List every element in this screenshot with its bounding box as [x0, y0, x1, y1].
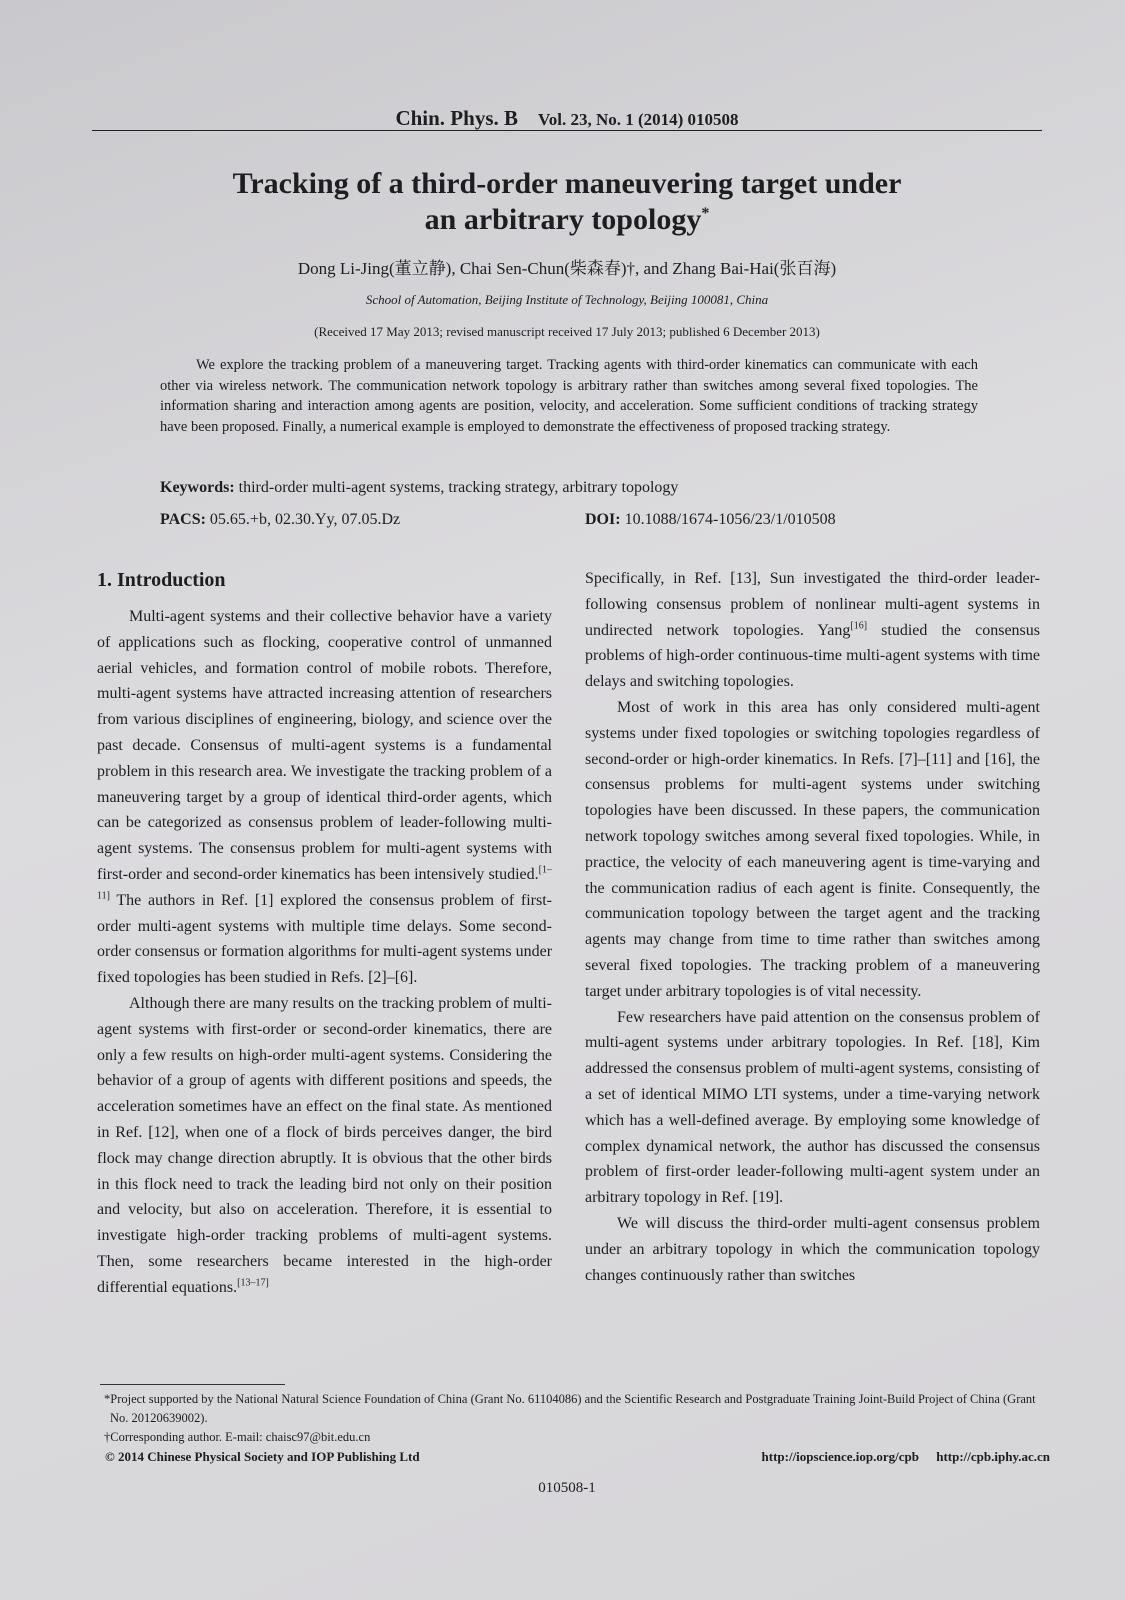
paragraph-text: Specifically, in Ref. [13], Sun investigated the third-order leader-following consensus problem of nonlinear multi-agent systems in undirected network topologies. Yang — [585, 570, 1040, 639]
intro-paragraph-6: We will discuss the third-order multi-agent consensus problem under an arbitrary topology in which the communication topology changes continuously rather than switches — [585, 1214, 1040, 1284]
iopscience-link[interactable]: http://iopscience.iop.org/cpb — [761, 1449, 919, 1464]
running-header — [92, 106, 1042, 131]
title-line-1: Tracking of a third-order maneuvering target under — [232, 167, 902, 200]
abstract: We explore the tracking problem of a maneuvering target. Tracking agents with third-order kinematics can communicate with each other via wireless network. The communication network topology is arbitrary rather than switches among several fixed topologies. The information sharing and interaction among agents are position, velocity, and acceleration. Some sufficient conditions of tracking strategy have been proposed. Finally, a numerical example is employed to demonstrate the effectiveness of proposed tracking strategy. — [160, 357, 978, 435]
journal-name: Chin. Phys. B — [395, 106, 518, 130]
doi-label: DOI: — [585, 511, 621, 528]
right-column — [585, 566, 1040, 1288]
footnote-rule — [100, 1384, 285, 1385]
doi — [585, 511, 1005, 529]
doi-text: 10.1088/1674-1056/23/1/010508 — [624, 511, 836, 528]
intro-paragraph-4: Most of work in this area has only considered multi-agent systems under fixed topologies or switching topologies regardless of second-order or high-order kinematics. In Refs. [7]–[11] and [16], the consensus problems for multi-agent systems under switching topologies have been discussed. In these papers, the communication network topology switches among several fixed topologies. While, in practice, the velocity of each maneuvering agent is time-varying and the communication radius of each agent is finite. Consequently, the communication topology between the target agent and the tracking agents may change from time to time rather than switches among several fixed topologies. The tracking problem of a maneuvering target under arbitrary topologies is of vital necessity. — [585, 698, 1040, 1000]
affiliation: School of Automation, Beijing Institute of Technology, Beijing 100081, China — [365, 292, 769, 307]
paragraph-text: The authors in Ref. [1] explored the consensus problem of first-order multi-agent systems with multiple time delays. Some second-order consensus or formation algorithms for multi-agent systems under fixed topologies has been studied in Refs. [2]–[6]. — [97, 891, 553, 987]
pacs-label: PACS: — [160, 511, 206, 528]
intro-paragraph-2 — [97, 991, 552, 1301]
volume-info: Vol. 23, No. 1 (2014) 010508 — [538, 110, 739, 129]
paragraph-text: Multi-agent systems and their collective behavior have a variety of applications such as flocking, cooperative control of unmanned aerial vehicles, and formation control of mobile robots. Therefore, multi-agent systems have attracted increasing attention of researchers from various disciplines of engineering, biology, and science over the past decade. Consensus of multi-agent systems is a fundamental problem in this research area. We investigate the tracking problem of a maneuvering target by a group of identical third-order agents, which can be categorized as consensus problem of leader-following multi-agent systems. The consensus problem for multi-agent systems with first-order and second-order kinematics has been intensively studied. — [97, 608, 552, 883]
page-number: 010508-1 — [538, 1480, 596, 1496]
intro-paragraph-5: Few researchers have paid attention on the consensus problem of multi-agent systems under arbitrary topologies. In Ref. [18], Kim addressed the consensus problem of multi-agent systems, consisting of a set of identical MIMO LTI systems, under a time-varying network which has a well-defined average. By employing some knowledge of complex dynamical network, the author has discussed the consensus problem of first-order leader-following multi-agent system under an arbitrary topology in Ref. [19]. — [585, 1008, 1040, 1207]
journal-links — [748, 1449, 1050, 1465]
paragraph-text: studied the consensus problems of high-order continuous-time multi-agent systems with time delays and switching topologies. — [585, 621, 1040, 691]
header-rule — [92, 130, 1042, 131]
citation: [13–17] — [237, 1277, 269, 1289]
section-heading: 1. Introduction — [97, 569, 226, 591]
paper-title — [92, 166, 1042, 238]
received-dates: (Received 17 May 2013; revised manuscript received 17 July 2013; published 6 December 2013) — [314, 324, 820, 339]
left-column — [97, 566, 552, 1301]
copyright: © 2014 Chinese Physical Society and IOP Publishing Ltd — [105, 1449, 420, 1464]
pacs — [160, 511, 600, 529]
intro-paragraph-3 — [585, 566, 1040, 695]
citation: [1–11] — [97, 864, 552, 902]
author-list: Dong Li-Jing(董立静), Chai Sen-Chun(柴森春)†, and Zhang Bai-Hai(张百海) — [297, 259, 837, 278]
intro-paragraph-1 — [97, 604, 552, 991]
footnote-project: *Project supported by the National Natural Science Foundation of China (Grant No. 61104086) and the Scientific Research and Postgraduate Training Joint-Build Project of China (Grant No. 20120639002). — [104, 1392, 1036, 1425]
paragraph-text: Although there are many results on the tracking problem of multi-agent systems with first-order or second-order kinematics, there are only a few results on high-order multi-agent systems. Considering the behavior of a group of agents with different positions and speeds, the acceleration sometimes have an effect on the final state. As mentioned in Ref. [12], when one of a flock of birds perceives danger, the bird flock may change direction abruptly. It is obvious that the other birds in this flock need to track the leading bird not only on their position and velocity, but also on acceleration. Therefore, it is essential to investigate high-order tracking problems of multi-agent systems. Then, some researchers became interested in the high-order differential equations. — [97, 994, 552, 1296]
footnotes — [100, 1390, 1050, 1447]
keywords-text: third-order multi-agent systems, tracking strategy, arbitrary topology — [238, 479, 679, 496]
title-line-2: an arbitrary topology — [424, 203, 702, 236]
title-footnote-mark: * — [701, 205, 710, 222]
citation: [16] — [850, 620, 868, 632]
keywords — [160, 479, 978, 497]
cpb-link[interactable]: http://cpb.iphy.ac.cn — [936, 1449, 1050, 1464]
keywords-label: Keywords: — [160, 479, 235, 496]
pacs-text: 05.65.+b, 02.30.Yy, 07.05.Dz — [209, 511, 401, 528]
footnote-corresponding: †Corresponding author. E-mail: chaisc97@bit.edu.cn — [104, 1430, 371, 1444]
